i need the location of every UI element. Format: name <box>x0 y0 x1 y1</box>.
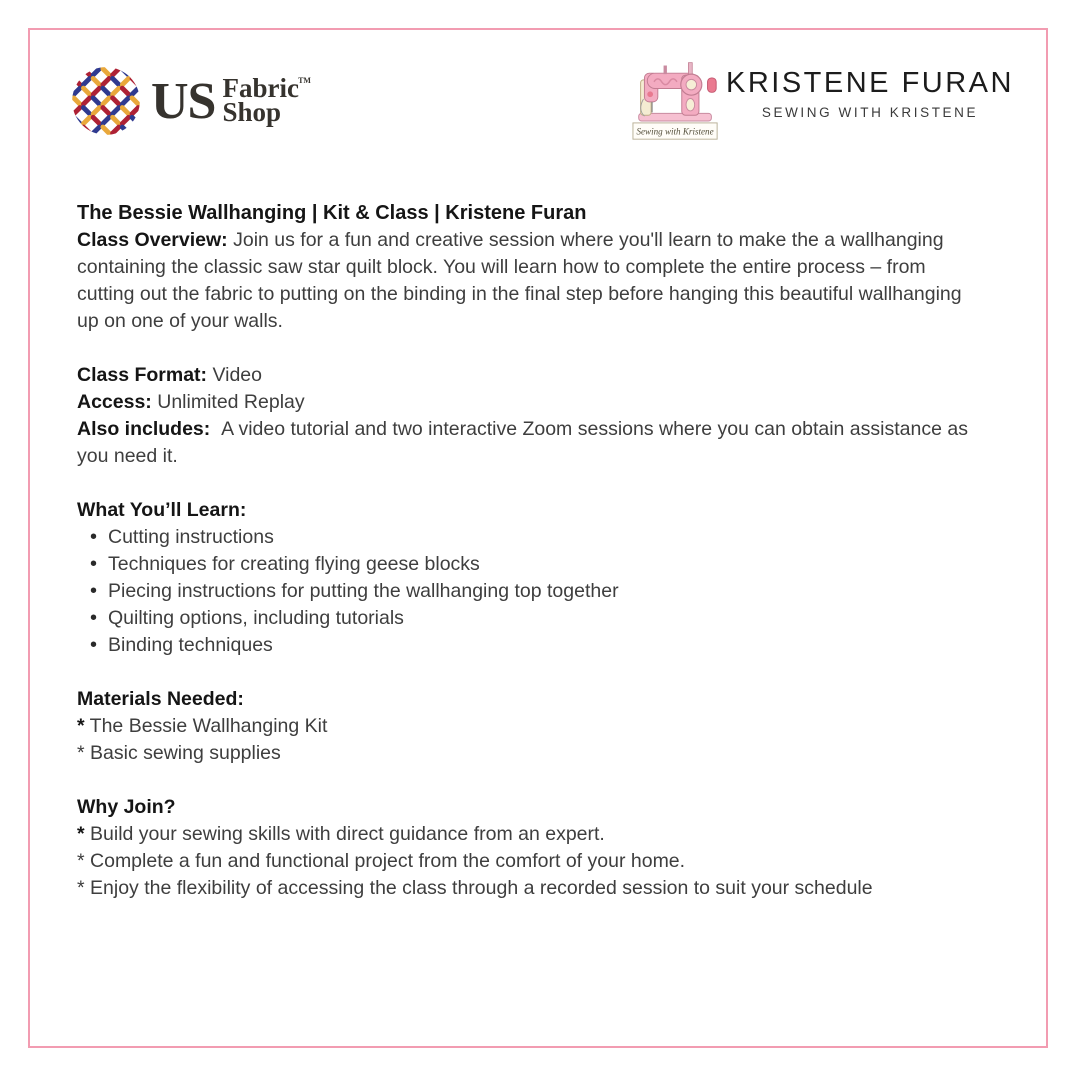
class-format-line: Class Format: Video <box>77 364 262 386</box>
what-youll-learn-section <box>77 497 983 659</box>
list-item: • Techniques for creating flying geese blocks <box>77 551 983 578</box>
list-item: * Build your sewing skills with direct guidance from an expert. <box>77 823 605 845</box>
materials-needed-section <box>77 686 983 767</box>
list-item: • Cutting instructions <box>77 524 983 551</box>
brand-name: KRISTENE FURAN <box>726 67 1014 99</box>
list-item: • Piecing instructions for putting the wallhanging top together <box>77 578 983 605</box>
trademark-symbol: TM <box>298 76 311 85</box>
materials-needed-heading: Materials Needed: <box>77 688 244 710</box>
class-overview-paragraph: Class Overview: Join us for a fun and creative session where you'll learn to make the a wallhanging containing the classic saw star quilt block. You will learn how to complete the entire process – from cutting out the fabric to putting on the binding in the final step before hanging this beautiful wallhanging up on one of your walls. <box>77 229 962 332</box>
us-fabric-shop-wordmark <box>151 73 311 131</box>
class-overview-label: Class Overview: <box>77 229 228 251</box>
page-title: The Bessie Wallhanging | Kit & Class | Kristene Furan <box>77 202 587 224</box>
access-line: Access: Unlimited Replay <box>77 391 305 413</box>
list-item: * Enjoy the flexibility of accessing the class through a recorded session to suit your schedule <box>77 877 873 899</box>
why-join-section <box>77 794 983 902</box>
also-includes-label: Also includes: <box>77 418 211 440</box>
list-item: • Quilting options, including tutorials <box>77 605 983 632</box>
svg-text:Sewing with Kristene: Sewing with Kristene <box>636 126 714 137</box>
class-details-section <box>77 362 983 470</box>
also-includes-line: Also includes: A video tutorial and two interactive Zoom sessions where you can obtain assistance as you need it. <box>77 418 968 467</box>
kristene-furan-logo <box>632 56 1014 142</box>
list-item: • Binding techniques <box>77 632 983 659</box>
what-youll-learn-heading: What You’ll Learn: <box>77 499 247 521</box>
us-fabric-shop-logo <box>70 60 311 142</box>
class-description <box>77 200 983 902</box>
learn-list <box>77 524 983 659</box>
us-text: US <box>151 73 216 131</box>
class-format-label: Class Format: <box>77 364 208 386</box>
brand-tagline: SEWING WITH KRISTENE <box>761 105 979 120</box>
why-join-heading: Why Join? <box>77 796 176 818</box>
woven-fabric-icon <box>70 60 142 142</box>
list-item: * Complete a fun and functional project from the comfort of your home. <box>77 850 686 872</box>
sewing-machine-icon <box>632 56 720 142</box>
kristene-furan-text-block <box>726 56 1014 120</box>
list-item: * The Bessie Wallhanging Kit <box>77 715 328 737</box>
list-item: * Basic sewing supplies <box>77 742 281 764</box>
fabric-shop-text: Fabric Shop TM <box>222 76 310 126</box>
access-label: Access: <box>77 391 152 413</box>
